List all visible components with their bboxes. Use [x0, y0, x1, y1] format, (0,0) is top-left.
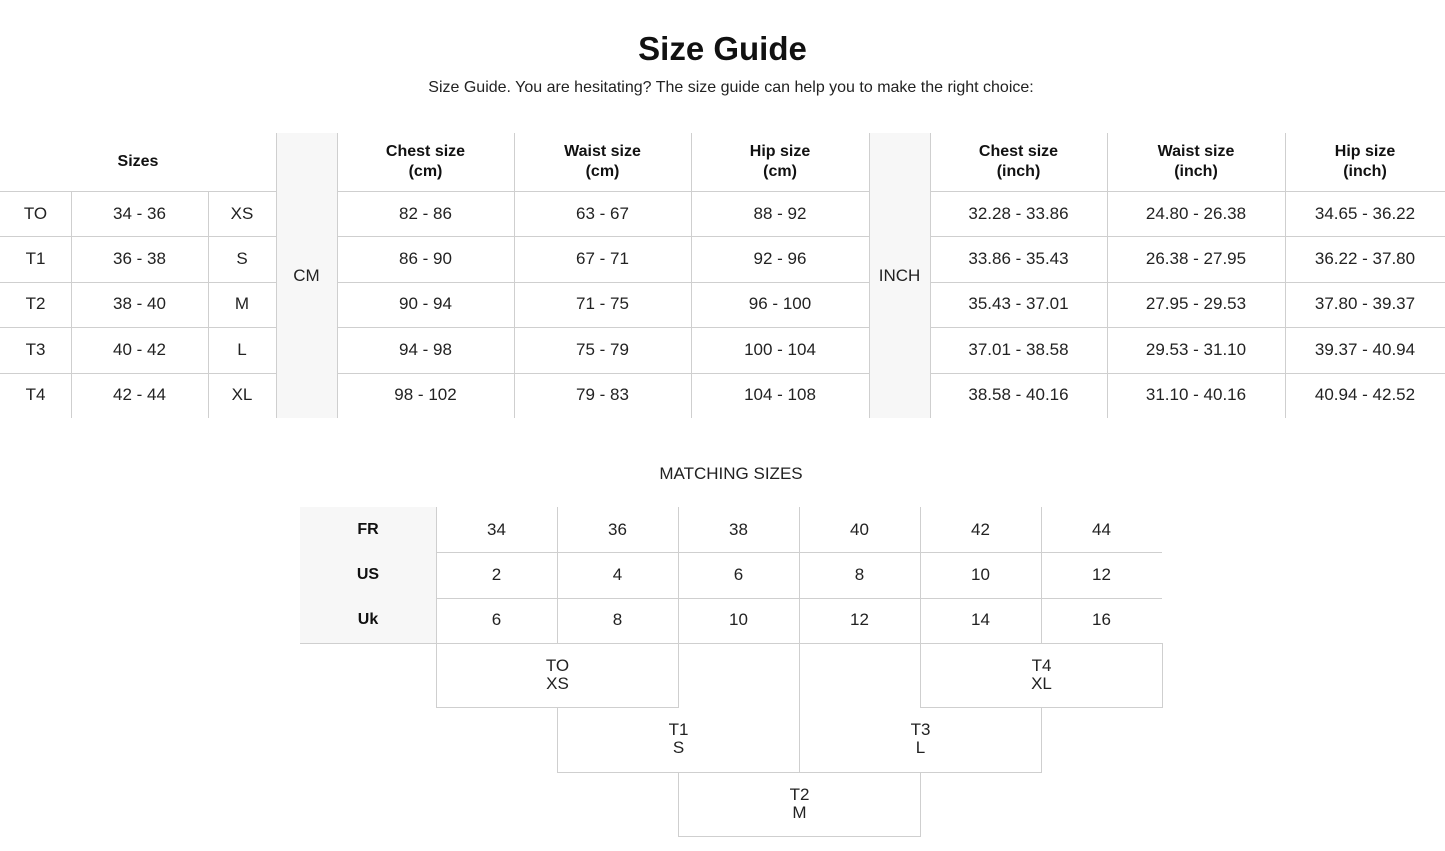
matching-row-label: FR [357, 520, 379, 538]
grid-line [337, 191, 869, 192]
size-cell-letter: XS [230, 203, 254, 223]
grid-line [678, 507, 679, 643]
size-bracket-t1 [557, 707, 800, 773]
grid-line [799, 507, 800, 643]
matching-value: 14 [971, 610, 990, 630]
grid-line [799, 643, 800, 708]
page-subtitle: Size Guide. You are hesitating? The size guide can help you to make the right choice: [428, 79, 1034, 96]
grid-line [300, 643, 436, 644]
size-cell-letter: M [234, 294, 250, 314]
grid-line [514, 133, 515, 418]
sizes-header: Sizes [117, 153, 159, 170]
matching-row-label: Uk [357, 611, 379, 629]
size-cell-code: T1 [25, 249, 46, 269]
chest-cm-header: Chest size (cm) [385, 143, 466, 180]
waist-inch-header: Waist size (inch) [1157, 143, 1235, 180]
size-cell-waist-in: 29.53 - 31.10 [1145, 339, 1247, 359]
size-cell-fr: 40 - 42 [113, 339, 166, 359]
cm-unit-column: CM [276, 133, 337, 418]
size-cell-code: T2 [25, 294, 46, 314]
hip-inch-header: Hip size (inch) [1334, 143, 1396, 180]
grid-line [0, 373, 276, 374]
size-cell-chest-cm: 98 - 102 [394, 385, 457, 405]
size-cell-chest-in: 38.58 - 40.16 [968, 385, 1069, 405]
grid-line [337, 133, 338, 418]
size-cell-hip-in: 37.80 - 39.37 [1314, 294, 1416, 314]
grid-line [436, 507, 437, 643]
size-cell-hip-in: 36.22 - 37.80 [1314, 249, 1416, 269]
bracket-code: T4 [1031, 655, 1052, 675]
grid-line [930, 133, 931, 418]
size-cell-chest-in: 32.28 - 33.86 [968, 203, 1069, 223]
size-cell-hip-cm: 88 - 92 [753, 203, 807, 223]
size-cell-waist-in: 24.80 - 26.38 [1145, 203, 1247, 223]
grid-line [0, 327, 276, 328]
matching-value: 8 [612, 610, 623, 630]
size-cell-hip-in: 39.37 - 40.94 [1314, 339, 1416, 359]
size-cell-chest-cm: 90 - 94 [399, 294, 452, 314]
matching-value: 36 [608, 519, 627, 539]
matching-value: 10 [971, 564, 990, 584]
matching-sizes-title: MATCHING SIZES [659, 464, 803, 483]
grid-line [0, 282, 276, 283]
size-cell-chest-in: 33.86 - 35.43 [968, 249, 1069, 269]
size-cell-hip-cm: 96 - 100 [748, 294, 812, 314]
bracket-letter: M [792, 802, 807, 822]
size-cell-hip-cm: 104 - 108 [744, 385, 816, 405]
size-cell-letter: XL [231, 385, 253, 405]
grid-line [930, 327, 1445, 328]
page-title: Size Guide [638, 30, 807, 67]
chest-inch-header: Chest size (inch) [978, 143, 1059, 180]
size-cell-hip-cm: 100 - 104 [744, 339, 816, 359]
size-cell-waist-in: 27.95 - 29.53 [1145, 294, 1247, 314]
bracket-code: T1 [668, 720, 689, 740]
matching-value: 2 [491, 564, 502, 584]
size-cell-fr: 36 - 38 [113, 249, 166, 269]
matching-value: 8 [854, 564, 865, 584]
grid-line [691, 133, 692, 418]
size-cell-code: TO [23, 203, 48, 223]
size-cell-letter: L [237, 339, 247, 359]
size-cell-code: T3 [25, 339, 46, 359]
matching-value: 6 [491, 610, 502, 630]
matching-value: 4 [612, 564, 623, 584]
grid-line [0, 236, 276, 237]
grid-line [276, 133, 277, 418]
grid-line [0, 191, 276, 192]
size-cell-chest-in: 37.01 - 38.58 [968, 339, 1069, 359]
matching-value: 34 [487, 519, 506, 539]
size-cell-fr: 34 - 36 [113, 203, 166, 223]
grid-line [337, 236, 869, 237]
size-cell-fr: 38 - 40 [113, 294, 166, 314]
bracket-code: TO [545, 655, 570, 675]
size-cell-chest-cm: 82 - 86 [399, 203, 452, 223]
matching-value: 38 [729, 519, 748, 539]
size-bracket-t4 [920, 643, 1163, 709]
grid-line [557, 507, 558, 643]
size-cell-chest-cm: 86 - 90 [399, 249, 452, 269]
size-cell-letter: S [236, 249, 248, 269]
size-cell-waist-in: 26.38 - 27.95 [1145, 249, 1247, 269]
matching-value: 40 [850, 519, 869, 539]
bracket-code: T2 [789, 784, 810, 804]
matching-value: 10 [729, 610, 748, 630]
size-bracket-to [436, 643, 679, 709]
grid-line [869, 133, 870, 418]
size-table [0, 133, 1445, 418]
size-cell-waist-cm: 79 - 83 [576, 385, 629, 405]
inch-unit-column: INCH [869, 133, 930, 418]
bracket-letter: S [672, 738, 685, 758]
matching-value: 44 [1092, 519, 1111, 539]
size-cell-chest-cm: 94 - 98 [399, 339, 452, 359]
size-cell-waist-cm: 75 - 79 [576, 339, 629, 359]
bracket-code: T3 [910, 720, 931, 740]
size-cell-hip-cm: 92 - 96 [753, 249, 807, 269]
size-cell-chest-in: 35.43 - 37.01 [968, 294, 1069, 314]
matching-value: 16 [1092, 610, 1111, 630]
size-cell-waist-cm: 67 - 71 [576, 249, 629, 269]
grid-line [1107, 133, 1108, 418]
size-cell-fr: 42 - 44 [113, 385, 166, 405]
hip-cm-header: Hip size (cm) [749, 143, 811, 180]
grid-line [930, 236, 1445, 237]
grid-line [337, 327, 869, 328]
matching-row-label: US [356, 565, 380, 583]
grid-line [930, 191, 1445, 192]
grid-line [930, 373, 1445, 374]
size-cell-waist-cm: 71 - 75 [576, 294, 629, 314]
matching-value: 12 [850, 610, 869, 630]
grid-line [920, 507, 921, 643]
size-cell-hip-in: 40.94 - 42.52 [1314, 385, 1416, 405]
size-cell-hip-in: 34.65 - 36.22 [1314, 203, 1416, 223]
size-bracket-t3 [799, 707, 1042, 773]
bracket-letter: L [915, 738, 926, 758]
size-cell-waist-in: 31.10 - 40.16 [1145, 385, 1247, 405]
size-cell-waist-cm: 63 - 67 [576, 203, 629, 223]
waist-cm-header: Waist size (cm) [564, 143, 641, 180]
matching-value: 12 [1092, 564, 1111, 584]
size-bracket-t2 [678, 772, 921, 838]
grid-line [337, 373, 869, 374]
matching-value: 42 [971, 519, 990, 539]
grid-line [208, 191, 209, 418]
grid-line [1285, 133, 1286, 418]
bracket-letter: XL [1031, 673, 1052, 693]
grid-line [337, 282, 869, 283]
grid-line [71, 191, 72, 418]
size-cell-code: T4 [25, 385, 46, 405]
grid-line [930, 282, 1445, 283]
matching-value: 6 [733, 564, 744, 584]
grid-line [1041, 507, 1042, 643]
bracket-letter: XS [546, 673, 569, 693]
